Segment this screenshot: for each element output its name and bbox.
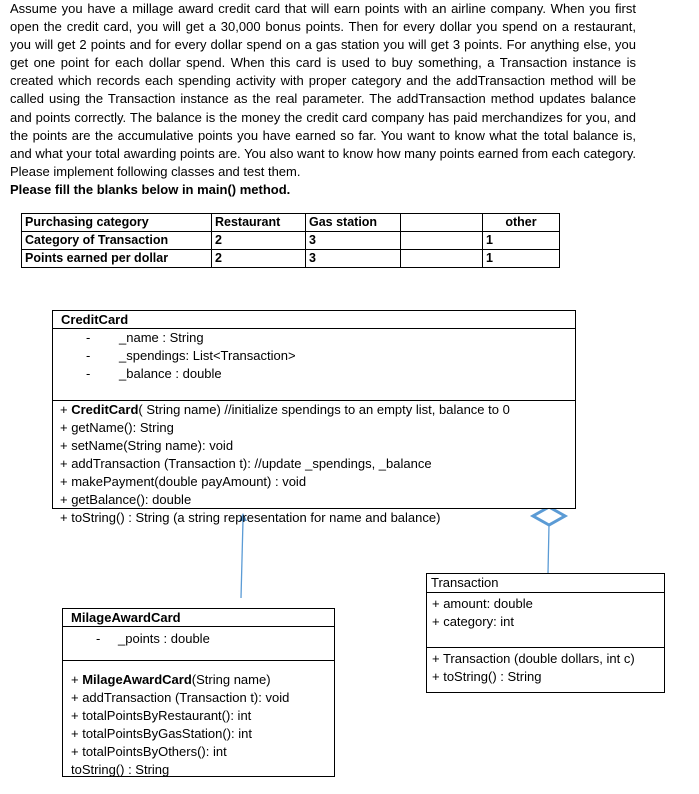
- attribute-text: _name : String: [119, 330, 204, 345]
- table-cell: Gas station: [306, 214, 401, 232]
- instruction-text: Please fill the blanks below in main() method.: [10, 181, 291, 197]
- table-cell: Restaurant: [212, 214, 306, 232]
- method-row: + Transaction (double dollars, int c): [432, 651, 635, 666]
- table-cell: Purchasing category: [22, 214, 212, 232]
- aggregation-line: [548, 525, 549, 573]
- method-row: + getName(): String: [60, 420, 174, 435]
- creditcard-methods: [53, 400, 575, 527]
- method-row: + totalPointsByOthers(): int: [71, 744, 227, 759]
- attribute-row: - _points : double: [96, 631, 210, 646]
- attribute-row: - _balance : double: [86, 366, 222, 381]
- milageawardcard-class-name: MilageAwardCard: [71, 610, 181, 625]
- milageawardcard-methods: [63, 660, 334, 779]
- method-row: + totalPointsByRestaurant(): int: [71, 708, 252, 723]
- constructor-name: CreditCard: [71, 402, 139, 417]
- attribute-row: - _name : String: [86, 330, 204, 345]
- method-row: + getBalance(): double: [60, 492, 192, 507]
- attribute-text: _spendings: List<Transaction>: [119, 348, 296, 363]
- table-cell: other: [483, 214, 560, 232]
- attribute-row: + category: int: [432, 614, 515, 629]
- table-cell: 1: [483, 250, 560, 268]
- table-cell: 1: [483, 232, 560, 250]
- transaction-attributes: [427, 592, 664, 647]
- attribute-row: + amount: double: [432, 596, 533, 611]
- creditcard-attributes: [53, 328, 575, 400]
- constructor-row: + MilageAwardCard(String name): [71, 672, 271, 687]
- method-row: + makePayment(double payAmount) : void: [60, 474, 307, 489]
- description-text: Assume you have a millage award credit card that will earn points with an airline company. When you first open the credit card, you will get a 30,000 bonus points. Then for every dollar you spend on a restaurant, you will get 2 points and for every dollar spend on a gas station you will get 3 points. For anything else, you get one point for each dollar spend. When this card is used to buy something, a Transaction instance is created which records each spending activity with proper category and the addTransaction method will be called using the Transaction instance as the real parameter. The addTransaction method updates balance and points correctly. The balance is the money the credit card company has paid merchandizes for you, and the points are the accumulative points you have earned so far. You want to know what the total balance is, and what your total awarding points are. You also want to know how many points earned from each category. Please implement following classes and test them.: [10, 1, 636, 179]
- method-row: + toString() : String: [432, 669, 542, 684]
- creditcard-class-name: CreditCard: [61, 312, 129, 327]
- method-row: + addTransaction (Transaction t): void: [71, 690, 290, 705]
- method-row: + setName(String name): void: [60, 438, 234, 453]
- constructor-row: + CreditCard( String name) //initialize spendings to an empty list, balance to 0: [60, 402, 510, 417]
- attribute-row: - _spendings: List<Transaction>: [86, 348, 296, 363]
- table-cell: 2: [212, 232, 306, 250]
- transaction-methods: [427, 647, 664, 686]
- method-row: + addTransaction (Transaction t): //update _spendings, _balance: [60, 456, 432, 471]
- table-cell: 3: [306, 250, 401, 268]
- method-row: + toString() : String (a string representation for name and balance): [60, 510, 441, 525]
- transaction-class-box: [426, 573, 665, 693]
- inheritance-line: [241, 520, 243, 598]
- attribute-text: _points : double: [118, 631, 210, 646]
- table-cell: 2: [212, 250, 306, 268]
- table-cell: Category of Transaction: [22, 232, 212, 250]
- table-cell: 3: [306, 232, 401, 250]
- constructor-name: MilageAwardCard: [82, 672, 192, 687]
- method-row: + totalPointsByGasStation(): int: [71, 726, 253, 741]
- milageawardcard-attributes: [63, 626, 334, 660]
- milageawardcard-class-box: [62, 608, 335, 777]
- table-cell: Points earned per dollar: [22, 250, 212, 268]
- attribute-text: _balance : double: [119, 366, 222, 381]
- creditcard-class-box: [52, 310, 576, 525]
- transaction-class-name: Transaction: [431, 575, 499, 590]
- method-row: toString() : String: [71, 762, 170, 777]
